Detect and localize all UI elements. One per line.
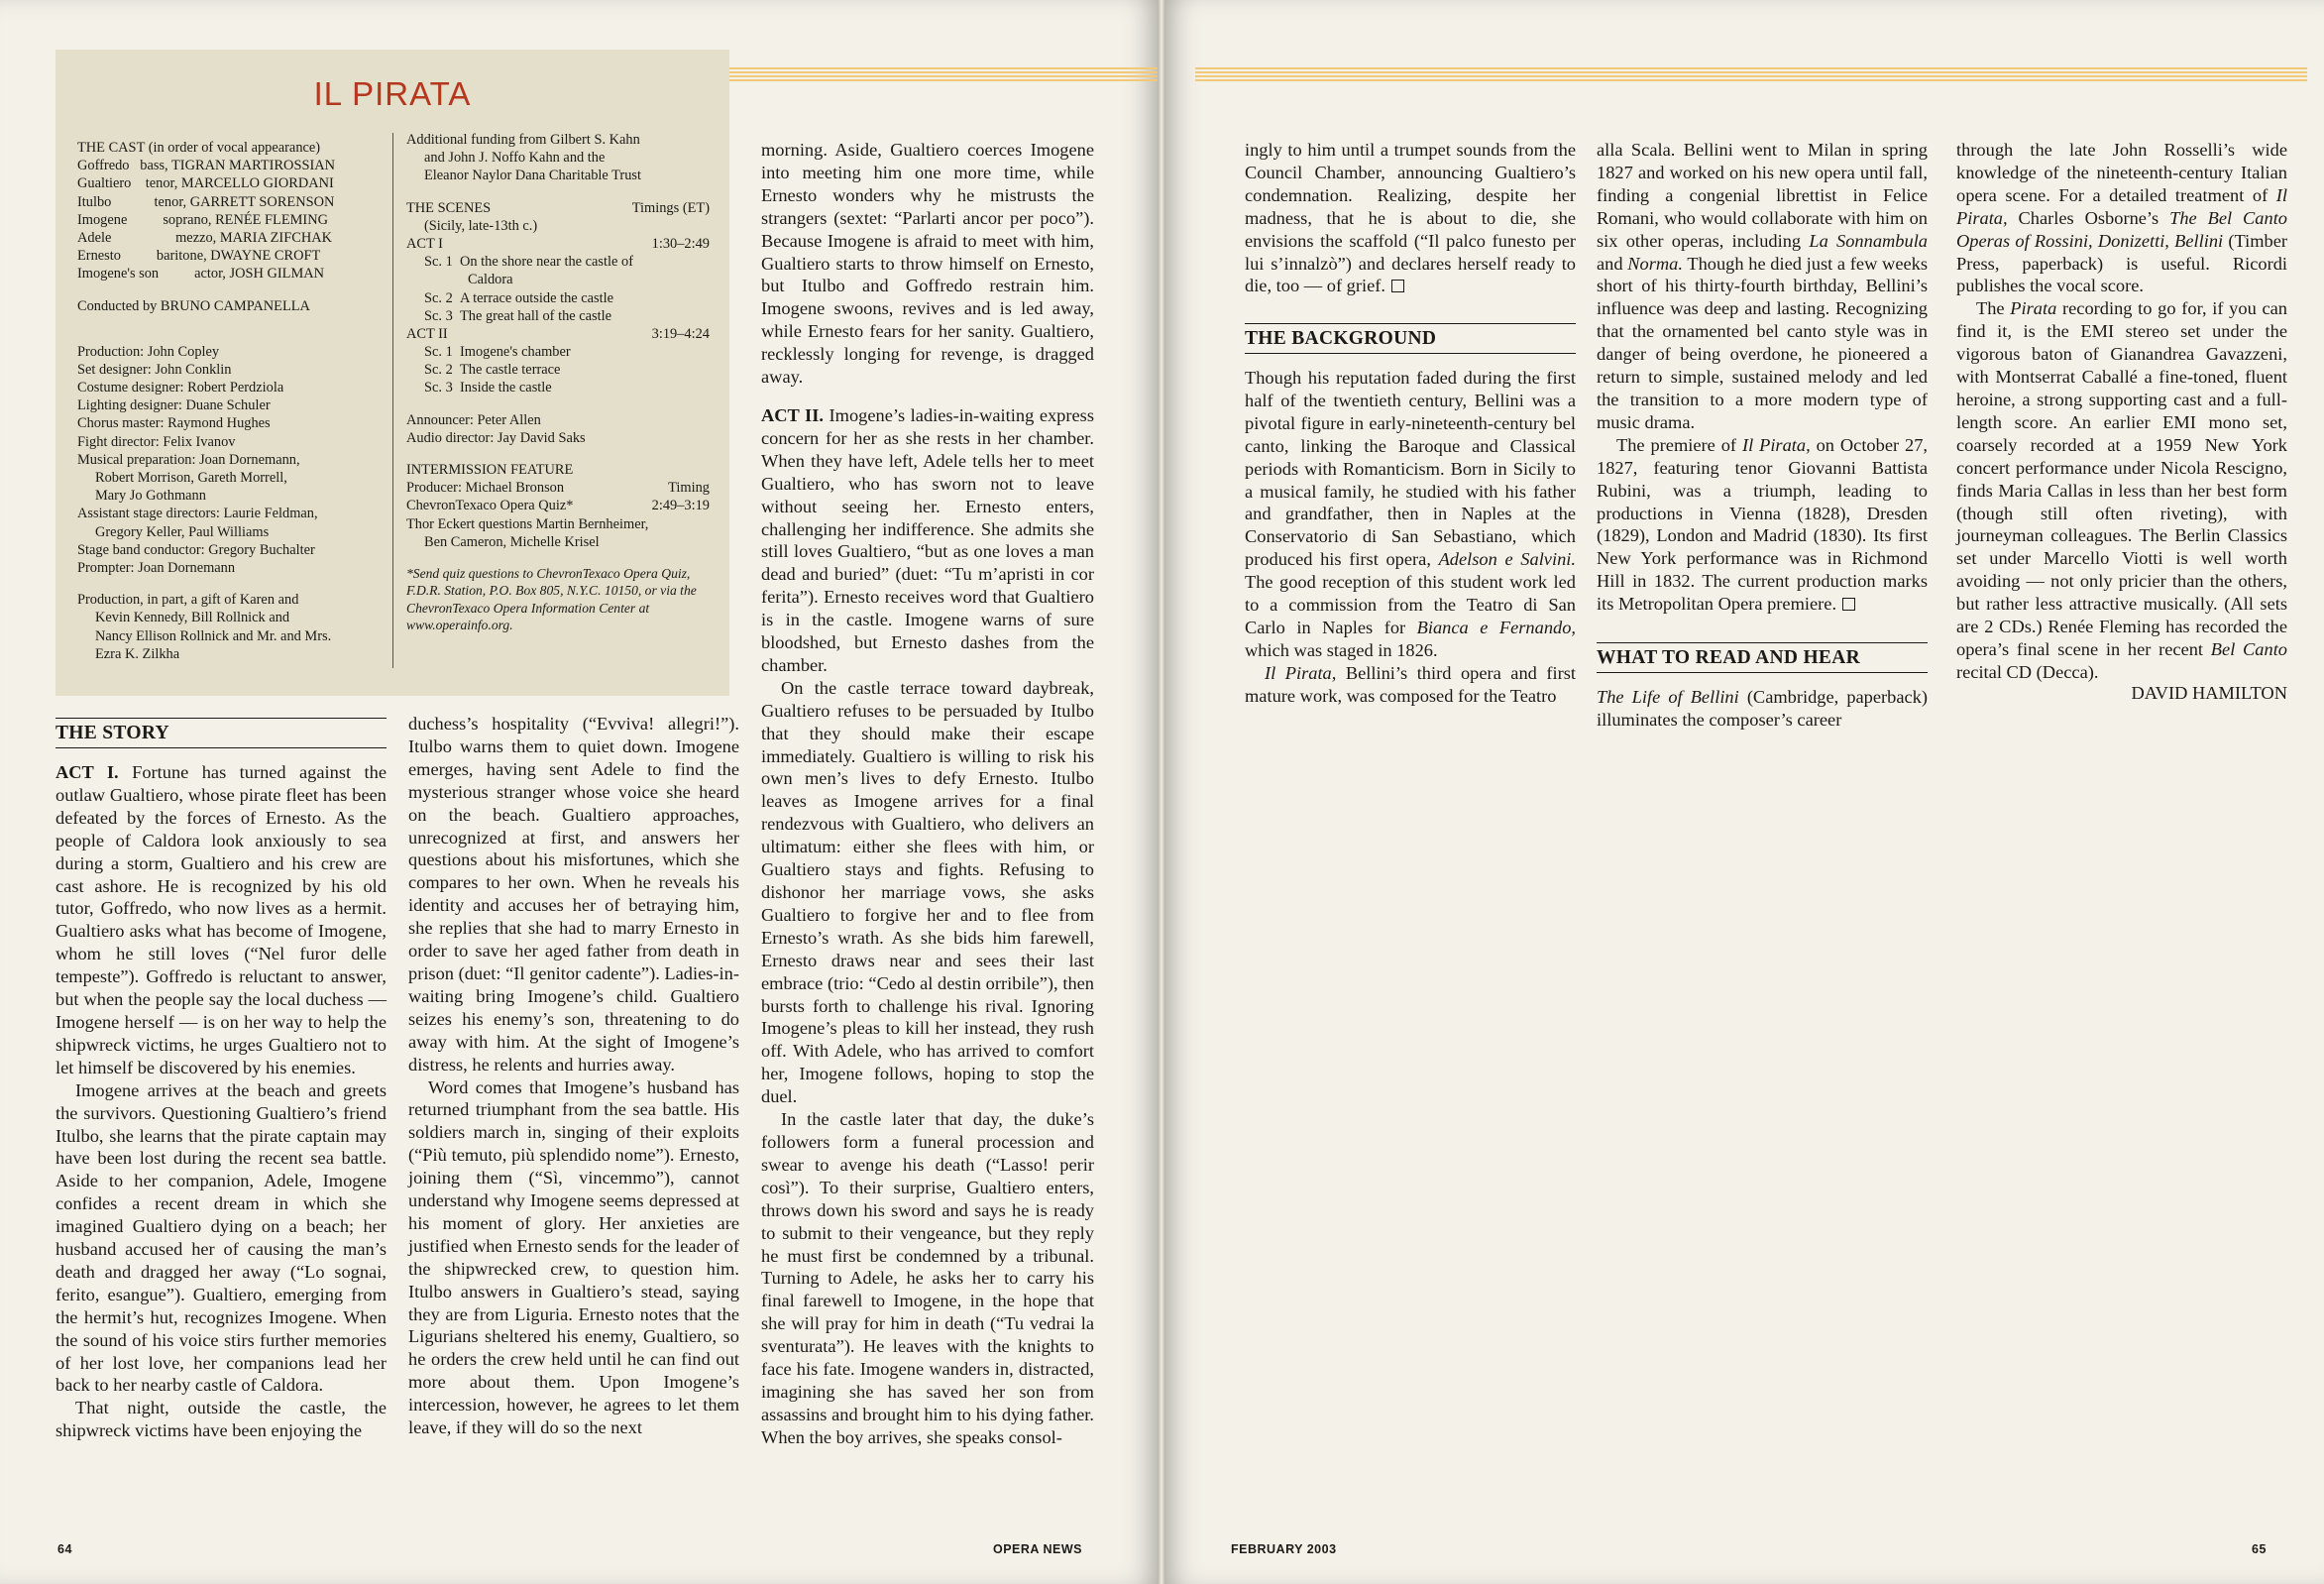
quiz-line: ChevronTexaco Opera Quiz* 2:49–3:19	[406, 498, 710, 514]
credit-line: Musical preparation: Joan Dornemann,	[77, 451, 300, 468]
right-column-2: alla Scala. Bellini went to Milan in spring 1827 and worked on his new opera until fall, finding a congenial librettist in Felice Romani, who would collaborate with him on six other operas, including La Sonnambula and Norma. Though he died just a few weeks short of his thirty-fourth birthday, Bellini’s influence was deep and lasting. Recognizing that the ornamented bel canto style was in danger of being overdone, he pioneered a return to simple, sustained melody and led the transition to a more modern type of music drama. The premiere of Il Pirata, on October 27, 1827, featuring tenor Giovanni Battista Rubini, was a triumph, leading to productions in Vienna (1828), Dresden (1829), London and Madrid (1830). Its first New York performance was in Richmond Hill in 1832. The current production marks its Metropolitan Opera premiere.	[1597, 140, 1929, 615]
credit-line: Stage band conductor: Gregory Buchalter	[77, 541, 315, 558]
gift-line: Production, in part, a gift of Karen and	[77, 592, 299, 609]
paragraph: In the castle later that day, the duke’s followers form a funeral procession and swear to avenge his death (“Lasso! perir così”). To their surprise, Gualtiero enters, throws down his sword and says he is ready to submit to their vengeance, but they reply he must first be condemned by a tribunal. Turning to Adele, he asks her to carry his final farewell to Imogene, in the hope that she will pray for him in death (“Tu vedrai la sventurata”). He leaves with the knights to face his fate. Imogene wanders in, distracted, imagining she has saved her son from assassins and brought him to his dying father. When the boy arrives, she speaks consol-	[761, 1109, 1094, 1447]
paragraph: On the castle terrace toward daybreak, Gualtiero refuses to be persuaded by Itulbo that they should make their escape immediately. Gualtiero is willing to risk his own men’s lives to defy Ernesto. Itulbo leaves as Imogene arrives for a final rendezvous with Gualtiero, who delivers an ultimatum: either she flees with him, or Gualtiero stays and fights. Refusing to dishonor her marriage vows, she asks Gualtiero to forgive her and to flee from Ernesto’s wrath. As she bids him farewell, Ernesto draws near and sees their last embrace (trio: “Cedo al destin orribile”), then bursts forth to challenge his rival. Ignoring Imogene’s pleas to kill her instead, they rush off. With Adele, who has arrived to comfort her, Imogene follows, hoping to stop the duel.	[761, 677, 1094, 1107]
read-section	[1597, 642, 1928, 680]
funding-line: Additional funding from Gilbert S. Kahn	[406, 132, 640, 148]
left-column-2	[408, 713, 739, 1439]
quiz-note: *Send quiz questions to ChevronTexaco Opera Quiz, F.D.R. Station, P.O. Box 805, N.Y.C. 10150, or via the ChevronTexaco Opera Information Center at www.operainfo.org.	[406, 565, 697, 633]
act-label: ACT I.	[55, 762, 119, 782]
right-column-2-body: The Life of Bellini (Cambridge, paperback) illuminates the composer’s career	[1597, 687, 1928, 730]
credit-line: Costume designer: Robert Perdziola	[77, 380, 284, 396]
cast-line: Ernesto baritone, DWAYNE CROFT	[77, 248, 321, 265]
gutter	[1158, 0, 1165, 1584]
credit-line: Set designer: John Conklin	[77, 361, 232, 378]
intermission-heading: INTERMISSION FEATURE	[406, 462, 574, 478]
left-page	[0, 0, 1158, 1584]
paragraph: morning. Aside, Gualtiero coerces Imogene into meeting him one more time, while Ernesto wonders why he mistrusts the strangers (sextet: “Parlarti ancor per poco”). Because Imogene is afraid to meet with him, Gualtiero starts to throw himself on Ernesto, but Itulbo and Goffredo restrain him. Imogene swoons, revives and is led away, while Ernesto fears for her sanity. Gualtiero, recklessly longing for revenge, is dragged away.	[761, 140, 1094, 388]
right-column-3: through the late John Rosselli’s wide knowledge of the nineteenth-century Italian opera scene. For a detailed treatment of Il Pirata, Charles Osborne’s The Bel Canto Operas of Rossini, Donizetti, Bellini (Timber Press, paperback) is useful. Ricordi publishes the vocal score. The Pirata recording to go for, if you can find it, is the EMI stereo set under the vigorous baton of Gianandrea Gavazzeni, with Montserrat Caballé a fine-toned, fluent heroine, a strong supporting cast and a full-length score. An earlier EMI mono set, coarsely recorded at a 1959 New York concert performance under Nicola Rescigno, finds Maria Callas in less than her best form (though still often riveting), with journeyman colleagues. The Berlin Classics set under Marcello Viotti is well worth avoiding — not only pricier than the others, but rather less attractive musically. (All sets are 2 CDs.) Renée Fleming has recorded the opera’s final scene in her recent Bel Canto recital CD (Decca). DAVID HAMILTON	[1956, 140, 2288, 703]
act-label: ACT II.	[761, 404, 824, 425]
scenes-heading: THE SCENES Timings (ET)	[406, 199, 710, 216]
scene-line: Sc. 1 Imogene's chamber	[424, 344, 571, 361]
thor-line: Thor Eckert questions Martin Bernheimer,	[406, 515, 649, 532]
credit-line: Lighting designer: Duane Schuler	[77, 397, 271, 414]
cast-line: Imogene soprano, RENÉE FLEMING	[77, 211, 328, 228]
paragraph: That night, outside the castle, the shipwreck victims have been enjoying the	[55, 1398, 387, 1441]
scene-line: Sc. 3 Inside the castle	[424, 380, 552, 396]
conductor-line: Conducted by BRUNO CAMPANELLA	[77, 297, 310, 314]
paragraph: Imogene arrives at the beach and greets the survivors. Questioning Gualtiero’s friend Itulbo, she learns that the pirate captain may have been lost during the recent sea battle. Aside to her companion, Adele, Imogene confides a recent dream in which she imagined Gualtiero dying on a beach; her husband accused her of causing the man’s death and dragged her away (“Lo sognai, ferito, esangue”). Gualtiero, emerging from the hermit’s hut, recognizes Imogene. When the sound of his voice stirs further memories of her lost love, her companions lead her back to her nearby castle of Caldora.	[55, 1079, 387, 1396]
act-line: ACT II 3:19–4:24	[406, 325, 710, 342]
box-left-column	[77, 139, 383, 663]
end-mark	[1842, 598, 1855, 611]
credit-line: Gregory Keller, Paul Williams	[95, 523, 270, 540]
cast-line: THE CAST (in order of vocal appearance)	[77, 140, 321, 156]
paragraph: Imogene’s ladies-in-waiting express concern for her as she rests in her chamber. When they have left, Adele tells her to meet Gualtiero, who has sworn not to leave without seeing her. Ernesto enters, challenging her indifference. She admits she still loves Gualtiero, “but as one loves a man dead and buried” (duet: “Tu m’apristi in cor ferita”). Ernesto receives word that Gualtiero is in the castle. Imogene warns of sure bloodshed, but Ernesto dashes from the chamber.	[761, 404, 1094, 675]
read-heading: WHAT TO READ AND HEAR	[1597, 642, 1928, 673]
gift-line: Ezra K. Zilkha	[95, 645, 180, 662]
cast-line: Gualtiero tenor, MARCELLO GIORDANI	[77, 175, 334, 192]
audio-line: Audio director: Jay David Saks	[406, 429, 586, 446]
scene-line: Sc. 1 On the shore near the castle of	[424, 254, 633, 271]
story-heading: THE STORY	[55, 718, 387, 748]
right-column-1-body: Though his reputation faded during the first half of the twentieth century, Bellini was a pivotal figure in early-nineteenth-century bel canto, linking the Baroque and Classical periods with Romanticism. Born in Sicily to a musical family, he studied with his father and grandfather, then in Naples at the Conservatorio di San Sebastiano, which produced his first opera, Adelson e Salvini. The good reception of this student work led to a commission from the Teatro di San Carlo in Naples for Bianca e Fernando, which was staged in 1826. Il Pirata, Bellini’s third opera and first mature work, was composed for the Teatro	[1245, 368, 1576, 706]
story-section	[55, 718, 387, 755]
credit-line: Assistant stage directors: Laurie Feldman,	[77, 506, 318, 522]
author-signature: DAVID HAMILTON	[2131, 682, 2287, 703]
gift-line: Kevin Kennedy, Bill Rollnick and	[95, 610, 290, 626]
paragraph: ingly to him until a trumpet sounds from the Council Chamber, announcing Gualtiero’s condemnation. Realizing, despite her madness, that he is about to die, she envisions the scaffold (“Il palco funesto per lui s’innalzò”) and declares herself ready to die, too — of grief.	[1245, 140, 1576, 296]
decorative-stripes	[1195, 67, 2307, 81]
end-mark	[1391, 280, 1404, 292]
act-line: ACT I 1:30–2:49	[406, 235, 710, 252]
scene-line: Sc. 2 A terrace outside the castle	[424, 289, 614, 306]
cast-line: Itulbo tenor, GARRETT SORENSON	[77, 193, 335, 210]
funding-line: Eleanor Naylor Dana Charitable Trust	[424, 168, 642, 184]
left-column-3	[761, 139, 1094, 1449]
background-heading: THE BACKGROUND	[1245, 323, 1576, 354]
thor-line: Ben Cameron, Michelle Krisel	[424, 533, 600, 550]
cast-line: Adele mezzo, MARIA ZIFCHAK	[77, 229, 333, 246]
cast-line: Imogene's son actor, JOSH GILMAN	[77, 266, 325, 283]
decorative-stripes	[729, 67, 1158, 81]
gift-line: Nancy Ellison Rollnick and Mr. and Mrs.	[95, 627, 332, 644]
cast-line: Goffredo bass, TIGRAN MARTIROSSIAN	[77, 158, 336, 174]
scene-line: Caldora	[468, 272, 513, 288]
page-number: 65	[2252, 1542, 2267, 1556]
credit-line: Robert Morrison, Gareth Morrell,	[95, 470, 287, 486]
right-column-1	[1245, 139, 1576, 297]
scene-line: Sc. 3 The great hall of the castle	[424, 307, 612, 324]
paragraph: Word comes that Imogene’s husband has returned triumphant from the sea battle. His soldiers march in, singing of their exploits (“Più temuto, più splendido nome”). Ernesto, joining them (“Sì, vincemmo”), cannot understand why Imogene seems depressed at his moment of glory. Her anxieties are justified when Ernesto sends for the leader of the shipwrecked crew, to question him. Itulbo answers in Gualtiero’s stead, saying they are from Liguria. Ernesto notes that the Ligurians sheltered his enemy, Gualtiero, so he orders the crew held until he can find out more about them. Upon Imogene’s intercession, however, he agrees to let them leave, if they will do so the next	[408, 1076, 739, 1438]
funding-line: and John J. Noffo Kahn and the	[424, 150, 606, 167]
magazine-name: OPERA NEWS	[993, 1542, 1082, 1556]
credit-line: Prompter: Joan Dornemann	[77, 559, 236, 576]
setting-line: (Sicily, late-13th c.)	[424, 217, 538, 234]
right-page	[1165, 0, 2324, 1584]
scene-line: Sc. 2 The castle terrace	[424, 362, 561, 379]
info-box	[55, 50, 729, 696]
credit-line: Chorus master: Raymond Hughes	[77, 415, 271, 432]
paragraph: Fortune has turned against the outlaw Gualtiero, whose pirate fleet has been defeated by the forces of Ernesto. As the people of Caldora look anxiously to sea during a storm, Gualtiero and his crew are cast ashore. He is recognized by his old tutor, Goffredo, who now lives as a hermit. Gualtiero asks what has become of Imogene, whom he still loves (“Nel furor delle tempeste”). Goffredo is reluctant to answer, but when the people say the local duchess — Imogene herself — is on her way to help the shipwreck victims, he urges Gualtiero not to let himself be discovered by his enemies.	[55, 762, 387, 1077]
credit-line: Fight director: Felix Ivanov	[77, 433, 236, 450]
credit-line: Production: John Copley	[77, 343, 220, 360]
box-title: IL PIRATA	[313, 75, 472, 112]
paragraph: duchess’s hospitality (“Evviva! allegri!”). Itulbo warns them to quiet down. Imogene emerges, having sent Adele to find the mysterious stranger whose voice she heard on the beach. Gualtiero approaches, unrecognized at first, and answers her questions about his misfortunes, which she compares to her own. When he reveals his identity and accuses her of betraying him, she replies that she had to marry Ernesto in order to save her aged father from death in prison (duet: “Il genitor cadente”). Ladies-in-waiting bring Imogene’s child. Gualtiero seizes his enemy’s son, threatening to do away with him. At the sight of Imogene’s distress, he relents and hurries away.	[408, 714, 739, 1075]
background-section	[1245, 323, 1576, 361]
producer-line: Producer: Michael Bronson Timing	[406, 480, 710, 497]
credit-line: Mary Jo Gothmann	[95, 488, 206, 505]
box-right-column	[406, 131, 710, 634]
issue-date: FEBRUARY 2003	[1231, 1542, 1337, 1556]
left-column-1	[55, 761, 387, 1442]
page-number: 64	[57, 1542, 72, 1556]
box-divider	[392, 133, 393, 668]
announcer-line: Announcer: Peter Allen	[406, 411, 541, 428]
